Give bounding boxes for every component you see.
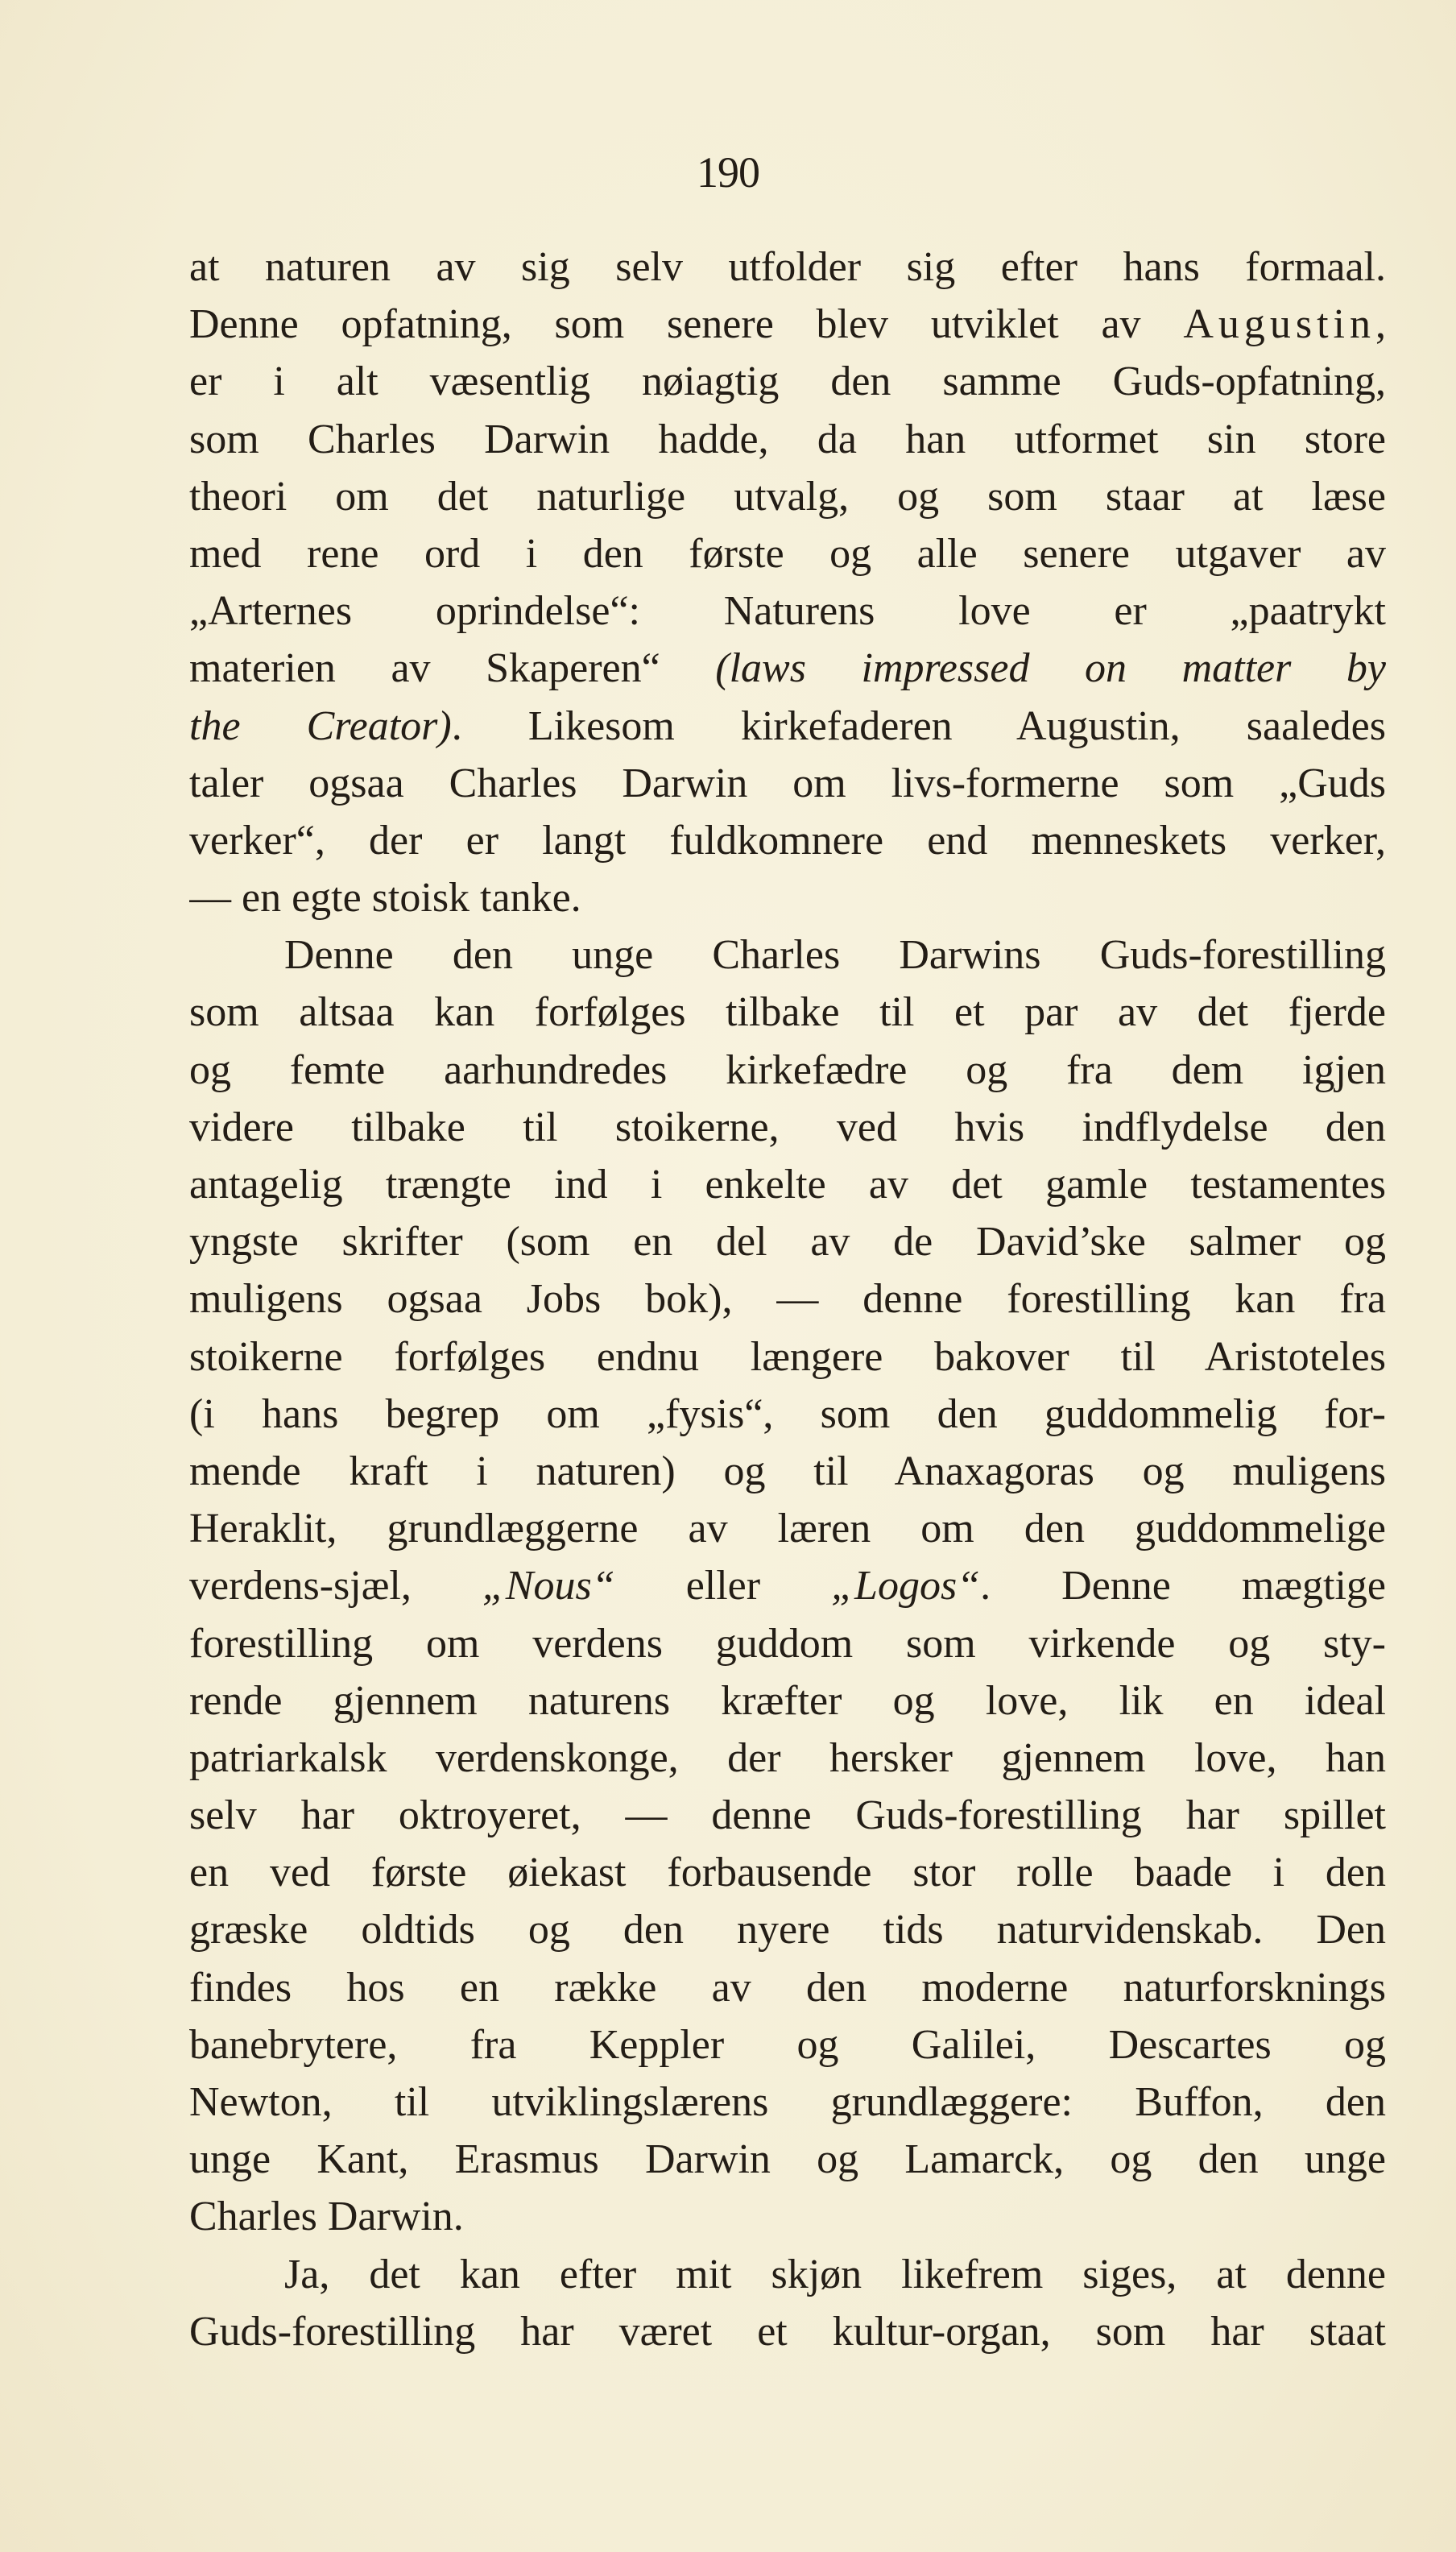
text-line: Ja, det kan efter mit skjøn likefrem siges, at denne — [284, 2251, 1386, 2297]
text-line: er i alt væsentlig nøiagtig den samme Guds-opfatning, — [189, 358, 1386, 405]
text-line: Guds-forestilling har været et kultur-organ, som har staat — [189, 2308, 1386, 2355]
text-line: græske oldtids og den nyere tids naturvidenskab. Den — [189, 1907, 1386, 1953]
text-line: „Arternes oprindelse“: Naturens love er „paatrykt — [189, 588, 1386, 635]
text-line: Charles Darwin. — [189, 2194, 464, 2240]
text-line: Denne den unge Charles Darwins Guds-forestilling — [284, 932, 1386, 979]
text-line: verker“, der er langt fuldkomnere end menneskets verker, — [189, 817, 1386, 864]
text-line: banebrytere, fra Keppler og Galilei, Descartes og — [189, 2021, 1386, 2068]
text-line: videre tilbake til stoikerne, ved hvis indflydelse den — [189, 1104, 1386, 1150]
text-line: Heraklit, grundlæggerne av læren om den guddommelige — [189, 1506, 1386, 1552]
text-line: verdens-sjæl, „Nous“ eller „Logos“. Denne mægtige — [189, 1563, 1386, 1610]
text-line: rende gjennem naturens kræfter og love, lik en ideal — [189, 1677, 1386, 1724]
text-line: at naturen av sig selv utfolder sig efter hans formaal. — [189, 244, 1386, 290]
text-line: unge Kant, Erasmus Darwin og Lamarck, og den unge — [189, 2136, 1386, 2183]
body-text — [189, 238, 1386, 2360]
text-line: (i hans begrep om „fysis“, som den guddommelig for- — [189, 1390, 1386, 1437]
spaced-name: Augustin — [1183, 301, 1375, 348]
text-line: antagelig trængte ind i enkelte av det gamle testamentes — [189, 1162, 1386, 1208]
text-line: med rene ord i den første og alle senere utgaver av — [189, 530, 1386, 577]
text-line: en ved første øiekast forbausende stor rolle baade i den — [189, 1850, 1386, 1896]
text-line: forestilling om verdens guddom som virkende og sty- — [189, 1620, 1386, 1667]
text-line: som Charles Darwin hadde, da han utformet sin store — [189, 416, 1386, 462]
text-line: Newton, til utviklingslærens grundlæggere: Buffon, den — [189, 2079, 1386, 2125]
italic-phrase: „Nous“ — [482, 1563, 615, 1610]
text-line: stoikerne forfølges endnu længere bakover til Aristoteles — [189, 1333, 1386, 1380]
text-line: theori om det naturlige utvalg, og som staar at læse — [189, 473, 1386, 520]
italic-phrase: (laws impressed on matter by — [715, 645, 1386, 692]
text-line: yngste skrifter (som en del av de David’ske salmer og — [189, 1219, 1386, 1266]
text-line: muligens ogsaa Jobs bok), — denne forestilling kan fra — [189, 1276, 1386, 1323]
text-line: mende kraft i naturen) og til Anaxagoras og muligens — [189, 1448, 1386, 1494]
text-line: selv har oktroyeret, — denne Guds-forestilling har spillet — [189, 1792, 1386, 1839]
text-line: findes hos en række av den moderne naturforsknings — [189, 1964, 1386, 2011]
text-line: the Creator). Likesom kirkefaderen Augustin, saaledes — [189, 702, 1386, 749]
italic-phrase: „Logos“ — [831, 1563, 981, 1610]
text-line: som altsaa kan forfølges tilbake til et par av det fjerde — [189, 989, 1386, 1036]
text-line: patriarkalsk verdenskonge, der hersker gjennem love, han — [189, 1734, 1386, 1781]
text-line: materien av Skaperen“ (laws impressed on matter by — [189, 645, 1386, 692]
page-number: 190 — [697, 148, 759, 197]
text-line: taler ogsaa Charles Darwin om livs-formerne som „Guds — [189, 760, 1386, 806]
italic-phrase: the Creator) — [189, 702, 452, 749]
text-line: og femte aarhundredes kirkefædre og fra dem igjen — [189, 1046, 1386, 1093]
text-line: — en egte stoisk tanke. — [189, 875, 581, 922]
text-line: Denne opfatning, som senere blev utviklet av Augustin, — [189, 301, 1386, 348]
